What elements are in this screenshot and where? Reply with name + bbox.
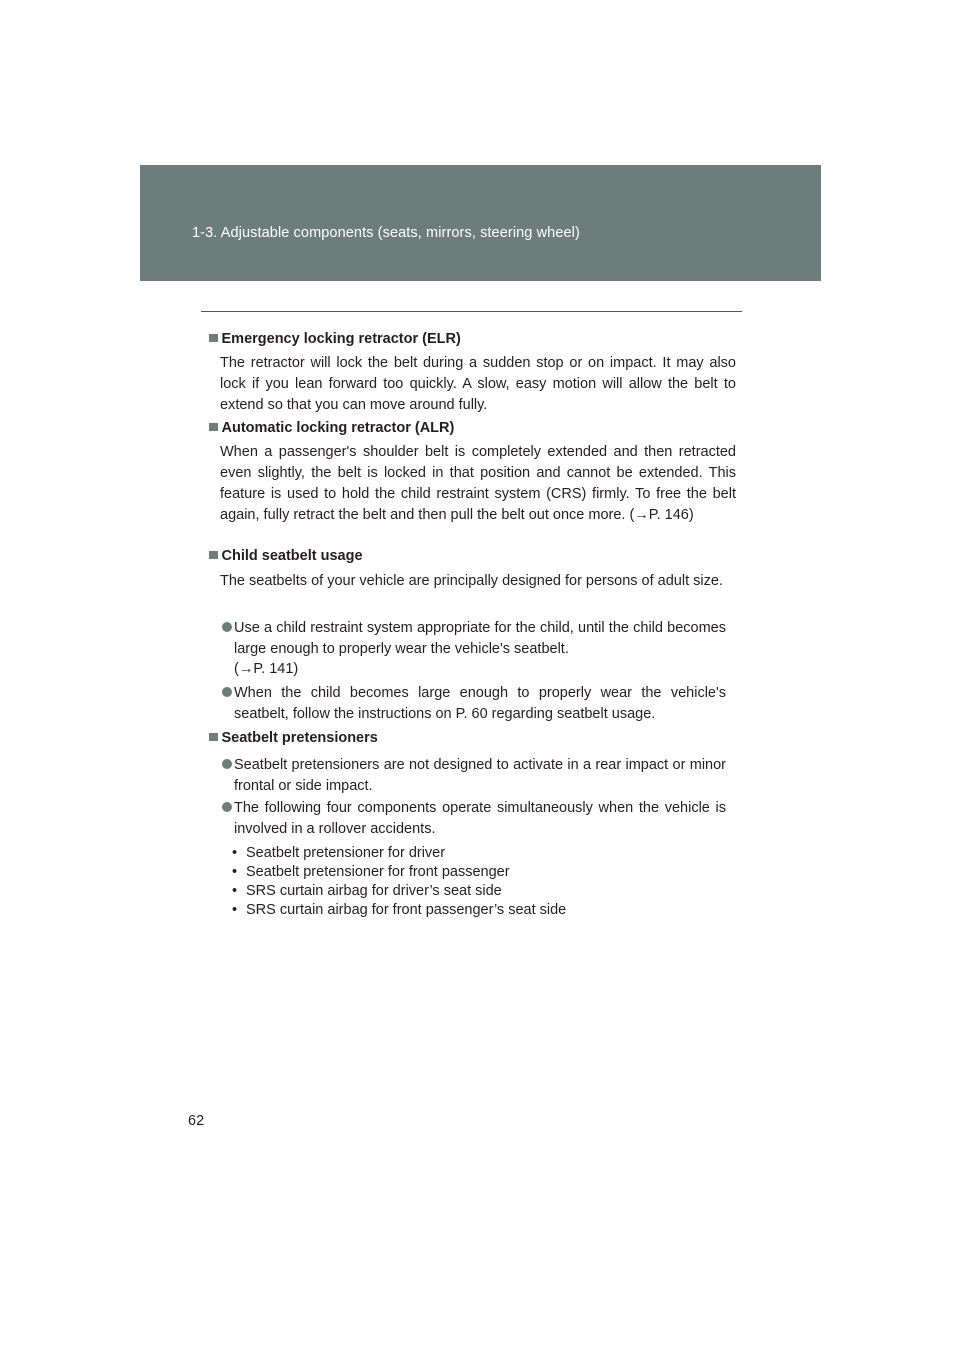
bullet-text: When the child becomes large enough to properly wear the vehicle's seatbelt, follow the instructions on P. 60 regarding seatbelt usage. [234, 685, 726, 722]
section-heading-child-seatbelt [209, 547, 363, 566]
round-bullet-icon [222, 622, 232, 632]
sub-list-item [232, 882, 502, 901]
dot-bullet-icon: • [232, 902, 238, 918]
dot-bullet-icon: • [232, 883, 238, 899]
bullet-text-reference: (→P. 141) [234, 661, 299, 677]
round-bullet-icon [222, 687, 232, 697]
dot-bullet-icon: • [232, 864, 238, 880]
sub-list-item [232, 901, 566, 920]
section-heading-alr [209, 419, 454, 438]
paragraph-alr: When a passenger's shoulder belt is completely extended and then retracted even slightly, the belt is locked in that position and cannot be extended. This feature is used to hold the child restraint system (CRS) firmly. To free the belt again, fully retract the belt and then pull the belt out once more. (→P. 146) [220, 444, 736, 523]
sub-list-item [232, 844, 445, 863]
bullet-text: The following four components operate simultaneously when the vehicle is involved in a rollover accidents. [234, 800, 726, 837]
section-heading-elr [209, 330, 461, 349]
paragraph-elr: The retractor will lock the belt during a sudden stop or on impact. It may also lock if you lean forward too quickly. A slow, easy motion will allow the belt to extend so that you can move around fully. [220, 355, 736, 413]
dot-bullet-icon: • [232, 845, 238, 861]
round-bullet-icon [222, 802, 232, 812]
sub-item-text: SRS curtain airbag for front passenger’s seat side [246, 902, 567, 918]
paragraph-child-seatbelt: The seatbelts of your vehicle are principally designed for persons of adult size. [220, 573, 723, 589]
section-title: 1-3. Adjustable components (seats, mirrors, steering wheel) [192, 225, 580, 241]
heading-text: Automatic locking retractor (ALR) [221, 420, 455, 436]
sub-item-text: Seatbelt pretensioner for front passenger [246, 864, 510, 880]
divider-rule [201, 311, 742, 312]
heading-text: Child seatbelt usage [221, 548, 363, 564]
sub-list-item [232, 863, 510, 882]
bullet-text: Seatbelt pretensioners are not designed to activate in a rear impact or minor frontal or side impact. [234, 757, 726, 794]
sub-item-text: Seatbelt pretensioner for driver [246, 845, 446, 861]
page-number: 62 [188, 1113, 205, 1129]
header-band [140, 165, 821, 281]
sub-item-text: SRS curtain airbag for driver’s seat side [246, 883, 502, 899]
heading-text: Emergency locking retractor (ELR) [221, 331, 461, 347]
square-bullet-icon [209, 334, 218, 343]
square-bullet-icon [209, 551, 218, 560]
round-bullet-icon [222, 759, 232, 769]
heading-text: Seatbelt pretensioners [221, 730, 378, 746]
square-bullet-icon [209, 423, 218, 432]
bullet-text: Use a child restraint system appropriate for the child, until the child becomes large enough to properly wear the vehicle's seatbelt. [234, 620, 726, 657]
section-heading-pretensioners [209, 729, 378, 748]
square-bullet-icon [209, 733, 218, 742]
